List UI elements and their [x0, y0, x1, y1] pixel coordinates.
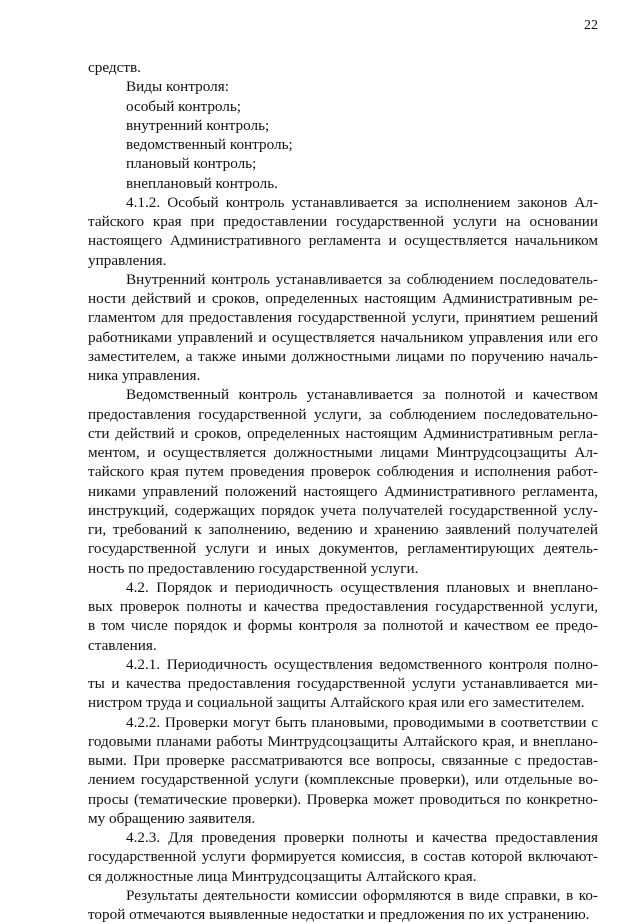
text-line: 4.2. Порядок и периодичность осуществления плановых и внеплано-: [126, 578, 598, 596]
text-line: ность по предоставлению государственной услуги.: [88, 559, 419, 577]
text-line: ментом, и осуществляется должностными лицами Минтрудсоцзащиты Ал-: [88, 444, 598, 461]
text-line: государственной услуги и иных документов, регламентирующих деятель-: [88, 540, 598, 558]
text-line: ги, требований к заполнению, ведению и хранению заявлений получателей: [88, 521, 598, 538]
text-line: ника управления.: [88, 367, 201, 384]
text-line: ты и качества предоставления государственной услуги устанавливается ми-: [88, 675, 598, 692]
text-line: Ведомственный контроль устанавливается за полнотой и качеством: [126, 386, 598, 404]
text-line: работниками управлений и осуществляется начальником управления или его: [88, 328, 598, 346]
text-line: торой отмечаются выявленные недостатки и предложения по их устранению.: [88, 906, 590, 923]
text-line: ставления.: [88, 636, 157, 654]
text-line: 4.2.1. Периодичность осуществления ведомственного контроля полно-: [126, 655, 598, 673]
text-line: настоящего Административного регламента и осуществляется начальником: [88, 232, 598, 250]
text-line: Виды контроля:: [126, 78, 229, 96]
text-line: ведомственный контроль;: [126, 136, 293, 153]
text-line: вых проверок полноты и качества предоставления государственной услуги,: [88, 598, 598, 615]
text-line: внутренний контроль;: [126, 116, 270, 134]
text-line: просы (тематические проверки). Проверка может проводиться по конкретно-: [88, 790, 598, 808]
text-line: плановый контроль;: [126, 155, 257, 173]
text-line: тайского края при предоставлении государственной услуги на основании: [88, 213, 598, 230]
text-line: ности действий и сроков, определенных настоящим Административным ре-: [88, 290, 598, 307]
text-line: ся должностные лица Минтрудсоцзащиты Алтайского края.: [88, 867, 477, 885]
document-body: [88, 58, 598, 924]
text-line: никами управлений положений настоящего Административного регламента,: [88, 482, 598, 500]
text-line: гламентом для предоставления государственной услуги, принятием решений: [88, 309, 598, 327]
text-line: 4.2.2. Проверки могут быть плановыми, проводимыми в соответствии с: [126, 713, 598, 731]
text-line: Внутренний контроль устанавливается за соблюдением последователь-: [126, 270, 598, 288]
text-line: нистром труда и социальной защиты Алтайского края или его заместителем.: [88, 694, 585, 712]
text-line: средств.: [88, 59, 141, 76]
text-line: предоставления государственной услуги, за соблюдением последовательно-: [88, 405, 598, 423]
text-line: лением государственной услуги (комплексные проверки), или отдельные во-: [88, 771, 598, 789]
text-line: заместителем, а также иными должностными лицами по поручению началь-: [88, 347, 598, 365]
text-line: 4.2.3. Для проведения проверки полноты и качества предоставления: [126, 829, 598, 846]
text-line: управления.: [88, 251, 167, 269]
text-line: особый контроль;: [126, 97, 242, 115]
text-line: внеплановый контроль.: [126, 174, 278, 192]
text-line: сти действий и сроков, определенных настоящим Административным регла-: [88, 424, 598, 442]
text-line: выми. При проверке рассматриваются все вопросы, связанные с предостав-: [88, 752, 598, 769]
text-line: годовыми планами работы Минтрудсоцзащиты Алтайского края, и внеплано-: [88, 732, 598, 750]
text-line: государственной услуги формируется комиссия, в состав которой включают-: [88, 848, 598, 866]
page-number: 22: [584, 18, 598, 33]
text-line: тайского края путем проведения проверок соблюдения и исполнения работ-: [88, 463, 598, 481]
text-line: 4.1.2. Особый контроль устанавливается за исполнением законов Ал-: [126, 193, 598, 211]
text-line: в том числе порядок и формы контроля за полнотой и качеством ее предо-: [88, 617, 598, 635]
text-line: инструкций, содержащих порядок учета получателей государственной услу-: [88, 501, 598, 519]
text-line: Результаты деятельности комиссии оформляются в виде справки, в ко-: [126, 886, 598, 904]
text-line: му обращению заявителя.: [88, 809, 256, 827]
